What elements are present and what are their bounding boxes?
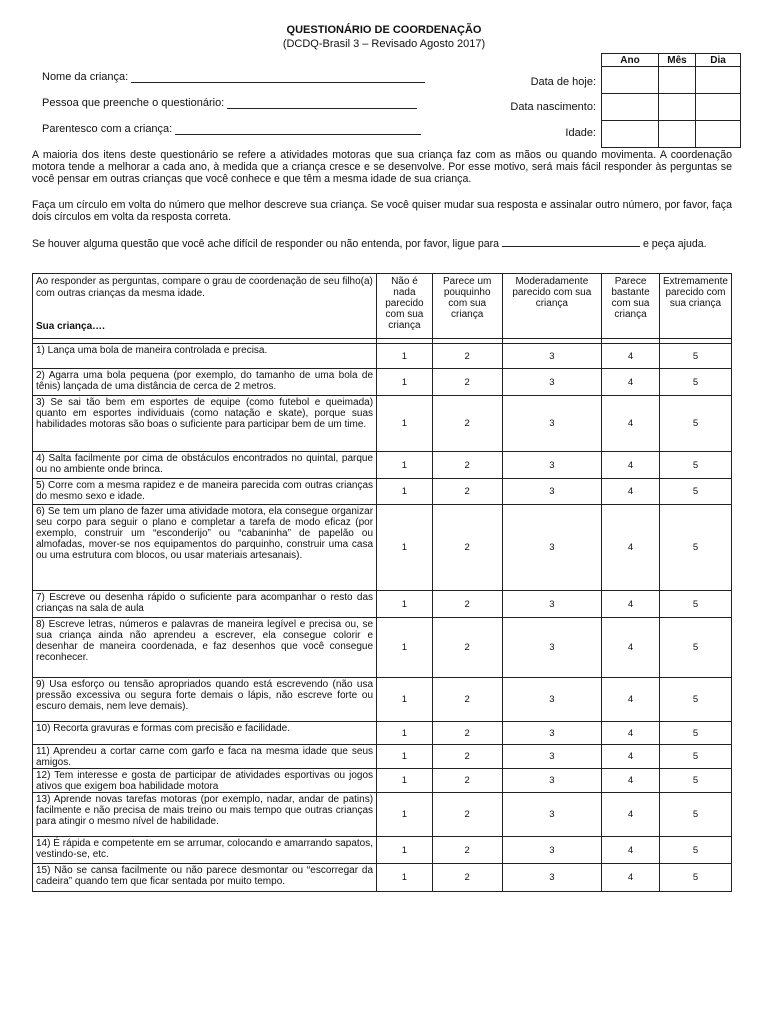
rating-option-3[interactable]: 3 <box>502 837 602 864</box>
day-header: Dia <box>696 54 741 67</box>
rating-option-4[interactable]: 4 <box>602 452 660 479</box>
rating-option-3[interactable]: 3 <box>502 769 602 793</box>
rating-option-4[interactable]: 4 <box>602 769 660 793</box>
rating-option-2[interactable]: 2 <box>432 396 502 452</box>
rating-option-2[interactable]: 2 <box>432 745 502 769</box>
rating-option-4[interactable]: 4 <box>602 864 660 892</box>
rating-option-3[interactable]: 3 <box>502 793 602 837</box>
rating-option-1[interactable]: 1 <box>377 745 433 769</box>
instructions-paragraph-2: Faça um círculo em volta do número que melhor descreve sua criança. Se você quiser mudar sua resposta e assinalar outro número, por favor, faça dois círculos em volta da resposta correta. <box>32 199 732 223</box>
rating-option-1[interactable]: 1 <box>377 618 433 678</box>
rating-option-5[interactable]: 5 <box>659 396 731 452</box>
question-text: 12) Tem interesse e gosta de participar de atividades esportivas ou jogos ativos que exigem boa habilidade motora <box>33 769 377 793</box>
relation-field <box>42 123 421 135</box>
question-row <box>33 745 732 769</box>
age-year-cell[interactable] <box>602 121 659 148</box>
question-row <box>33 591 732 618</box>
table-intro-text: Ao responder as perguntas, compare o grau de coordenação de seu filho(a) com outras crianças da mesma idade. <box>36 276 373 299</box>
rating-option-4[interactable]: 4 <box>602 396 660 452</box>
question-text: 1) Lança uma bola de maneira controlada e precisa. <box>33 344 377 369</box>
rating-option-2[interactable]: 2 <box>432 722 502 745</box>
rating-option-1[interactable]: 1 <box>377 344 433 369</box>
column-header-3: Moderadamente parecido com sua criança <box>502 274 602 339</box>
table-intro-cell <box>33 274 377 339</box>
rating-option-3[interactable]: 3 <box>502 722 602 745</box>
question-row <box>33 837 732 864</box>
rating-option-2[interactable]: 2 <box>432 452 502 479</box>
month-header: Mês <box>659 54 696 67</box>
rating-option-3[interactable]: 3 <box>502 479 602 505</box>
rating-option-4[interactable]: 4 <box>602 837 660 864</box>
question-row <box>33 769 732 793</box>
today-year-cell[interactable] <box>602 67 659 94</box>
rating-option-2[interactable]: 2 <box>432 591 502 618</box>
rating-option-5[interactable]: 5 <box>659 479 731 505</box>
age-month-cell[interactable] <box>659 121 696 148</box>
question-row <box>33 396 732 452</box>
rating-option-3[interactable]: 3 <box>502 452 602 479</box>
filler-line[interactable] <box>227 97 417 109</box>
question-text: 10) Recorta gravuras e formas com precisão e facilidade. <box>33 722 377 745</box>
rating-option-2[interactable]: 2 <box>432 769 502 793</box>
rating-option-4[interactable]: 4 <box>602 722 660 745</box>
rating-option-1[interactable]: 1 <box>377 793 433 837</box>
question-text: 8) Escreve letras, números e palavras de maneira legível e precisa ou, se sua criança ainda não aprendeu a escrever, ela consegue colorir e desenhar de maneira coordenada, e faz desenhos que você consegue reconhecer. <box>33 618 377 678</box>
rating-option-3[interactable]: 3 <box>502 396 602 452</box>
rating-option-2[interactable]: 2 <box>432 618 502 678</box>
rating-option-4[interactable]: 4 <box>602 479 660 505</box>
question-row <box>33 678 732 722</box>
rating-option-5[interactable]: 5 <box>659 369 731 396</box>
rating-option-2[interactable]: 2 <box>432 505 502 591</box>
date-grid <box>601 53 741 148</box>
rating-option-1[interactable]: 1 <box>377 369 433 396</box>
question-row <box>33 618 732 678</box>
rating-option-1[interactable]: 1 <box>377 722 433 745</box>
child-name-line[interactable] <box>131 71 425 83</box>
rating-option-4[interactable]: 4 <box>602 591 660 618</box>
rating-option-5[interactable]: 5 <box>659 678 731 722</box>
rating-option-2[interactable]: 2 <box>432 344 502 369</box>
birth-year-cell[interactable] <box>602 94 659 121</box>
rating-option-2[interactable]: 2 <box>432 864 502 892</box>
question-text: 14) É rápida e competente em se arrumar, colocando e amarrando sapatos, vestindo-se, etc. <box>33 837 377 864</box>
question-row <box>33 344 732 369</box>
page-title: QUESTIONÁRIO DE COORDENAÇÃO <box>286 24 482 36</box>
question-text: 13) Aprende novas tarefas motoras (por exemplo, nadar, andar de patins) facilmente e não precisa de mais treino ou mais tempo que outras crianças para atingir o mesmo nível de habilidade. <box>33 793 377 837</box>
rating-option-5[interactable]: 5 <box>659 505 731 591</box>
rating-option-5[interactable]: 5 <box>659 793 731 837</box>
question-row <box>33 452 732 479</box>
question-row <box>33 505 732 591</box>
instructions-paragraph-1: A maioria dos itens deste questionário se refere a atividades motoras que sua criança faz com as mãos ou quando movimenta. A coordenação motora tende a melhorar a cada ano, à medida que a criança cresce e se desenvolve. Por esse motivo, será mais fácil responder às perguntas se você pensar em outras crianças que você conhece e que têm a mesma idade de sua criança. <box>32 149 732 185</box>
help-text: Se houver alguma questão que você ache difícil de responder ou não entenda, por favor, ligue para <box>32 238 500 250</box>
rating-option-5[interactable]: 5 <box>659 864 731 892</box>
filler-label: Pessoa que preenche o questionário: <box>42 97 225 109</box>
birth-month-cell[interactable] <box>659 94 696 121</box>
column-header-5: Extremamente parecido com sua criança <box>659 274 731 339</box>
rating-option-1[interactable]: 1 <box>377 591 433 618</box>
rating-option-3[interactable]: 3 <box>502 505 602 591</box>
sua-crianca-label: Sua criança…. <box>36 321 105 332</box>
question-text: 6) Se tem um plano de fazer uma atividade motora, ela consegue organizar seu corpo para seguir o plano e completar a tarefa de modo eficaz (por exemplo, construir um “esconderijo” ou “cabaninha” de papelão ou almofadas, mover-se nos equipamentos do parquinho, construir uma casa ou uma estrutura com blocos, ou usar materiais artesanais). <box>33 505 377 591</box>
rating-option-3[interactable]: 3 <box>502 864 602 892</box>
rating-option-4[interactable]: 4 <box>602 793 660 837</box>
question-text: 9) Usa esforço ou tensão apropriados quando está escrevendo (não usa pressão excessiva ou segura forte demais o lápis, não escreve forte ou escuro demais, nem leve demais). <box>33 678 377 722</box>
rating-option-1[interactable]: 1 <box>377 479 433 505</box>
rating-option-2[interactable]: 2 <box>432 479 502 505</box>
rating-option-2[interactable]: 2 <box>432 793 502 837</box>
rating-option-2[interactable]: 2 <box>432 369 502 396</box>
rating-option-2[interactable]: 2 <box>432 837 502 864</box>
column-header-1: Não é nada parecido com sua criança <box>377 274 433 339</box>
rating-option-4[interactable]: 4 <box>602 745 660 769</box>
rating-option-5[interactable]: 5 <box>659 745 731 769</box>
question-row <box>33 479 732 505</box>
relation-label: Parentesco com a criança: <box>42 123 173 135</box>
questions-body <box>33 344 732 892</box>
today-month-cell[interactable] <box>659 67 696 94</box>
rating-option-1[interactable]: 1 <box>377 769 433 793</box>
today-date-label: Data de hoje: <box>530 76 596 88</box>
question-row <box>33 864 732 892</box>
question-row <box>33 722 732 745</box>
page-subtitle: (DCDQ-Brasil 3 – Revisado Agosto 2017) <box>282 38 486 50</box>
rating-option-1[interactable]: 1 <box>377 452 433 479</box>
rating-option-5[interactable]: 5 <box>659 618 731 678</box>
child-name-label: Nome da criança: <box>42 71 129 83</box>
age-day-cell[interactable] <box>696 121 741 148</box>
age-label: Idade: <box>565 127 596 139</box>
rating-option-4[interactable]: 4 <box>602 344 660 369</box>
relation-line[interactable] <box>175 123 421 135</box>
question-row <box>33 793 732 837</box>
rating-option-1[interactable]: 1 <box>377 678 433 722</box>
rating-option-2[interactable]: 2 <box>432 678 502 722</box>
question-row <box>33 369 732 396</box>
rating-option-1[interactable]: 1 <box>377 505 433 591</box>
birth-date-label: Data nascimento: <box>510 101 596 113</box>
rating-option-5[interactable]: 5 <box>659 591 731 618</box>
birth-day-cell[interactable] <box>696 94 741 121</box>
rating-option-4[interactable]: 4 <box>602 505 660 591</box>
rating-option-3[interactable]: 3 <box>502 618 602 678</box>
questions-table <box>32 273 732 892</box>
instructions-paragraph-3 <box>32 237 732 250</box>
rating-option-4[interactable]: 4 <box>602 678 660 722</box>
rating-option-5[interactable]: 5 <box>659 769 731 793</box>
question-text: 3) Se sai tão bem em esportes de equipe (como futebol e queimada) quanto em esportes individuais (como natação e skate), porque suas habilidades motoras são boas o suficiente para participar bem de um time. <box>33 396 377 452</box>
question-text: 4) Salta facilmente por cima de obstáculos encontrados no quintal, parque ou no ambiente onde brinca. <box>33 452 377 479</box>
rating-option-1[interactable]: 1 <box>377 837 433 864</box>
question-text: 15) Não se cansa facilmente ou não parece desmontar ou “escorregar da cadeira” quando tem que ficar sentada por muito tempo. <box>33 864 377 892</box>
rating-option-5[interactable]: 5 <box>659 344 731 369</box>
rating-option-4[interactable]: 4 <box>602 618 660 678</box>
question-text: 7) Escreve ou desenha rápido o suficiente para acompanhar o resto das crianças na sala de aula <box>33 591 377 618</box>
filler-field <box>42 97 417 109</box>
column-header-2: Parece um pouquinho com sua criança <box>432 274 502 339</box>
rating-option-5[interactable]: 5 <box>659 452 731 479</box>
rating-option-3[interactable]: 3 <box>502 344 602 369</box>
rating-option-5[interactable]: 5 <box>659 722 731 745</box>
phone-blank-line[interactable] <box>502 237 640 247</box>
year-header: Ano <box>602 54 659 67</box>
rating-option-5[interactable]: 5 <box>659 837 731 864</box>
rating-option-1[interactable]: 1 <box>377 396 433 452</box>
rating-option-4[interactable]: 4 <box>602 369 660 396</box>
question-text: 11) Aprendeu a cortar carne com garfo e faca na mesma idade que seus amigos. <box>33 745 377 769</box>
rating-option-1[interactable]: 1 <box>377 864 433 892</box>
rating-option-3[interactable]: 3 <box>502 591 602 618</box>
child-name-field <box>42 71 425 83</box>
rating-option-3[interactable]: 3 <box>502 678 602 722</box>
question-text: 5) Corre com a mesma rapidez e de maneira parecida com outras crianças do mesmo sexo e idade. <box>33 479 377 505</box>
column-header-4: Parece bastante com sua criança <box>602 274 660 339</box>
question-text: 2) Agarra uma bola pequena (por exemplo, do tamanho de uma bola de tênis) lançada de uma distância de cerca de 2 metros. <box>33 369 377 396</box>
help-text-end: e peça ajuda. <box>642 238 707 250</box>
today-day-cell[interactable] <box>696 67 741 94</box>
rating-option-3[interactable]: 3 <box>502 369 602 396</box>
rating-option-3[interactable]: 3 <box>502 745 602 769</box>
